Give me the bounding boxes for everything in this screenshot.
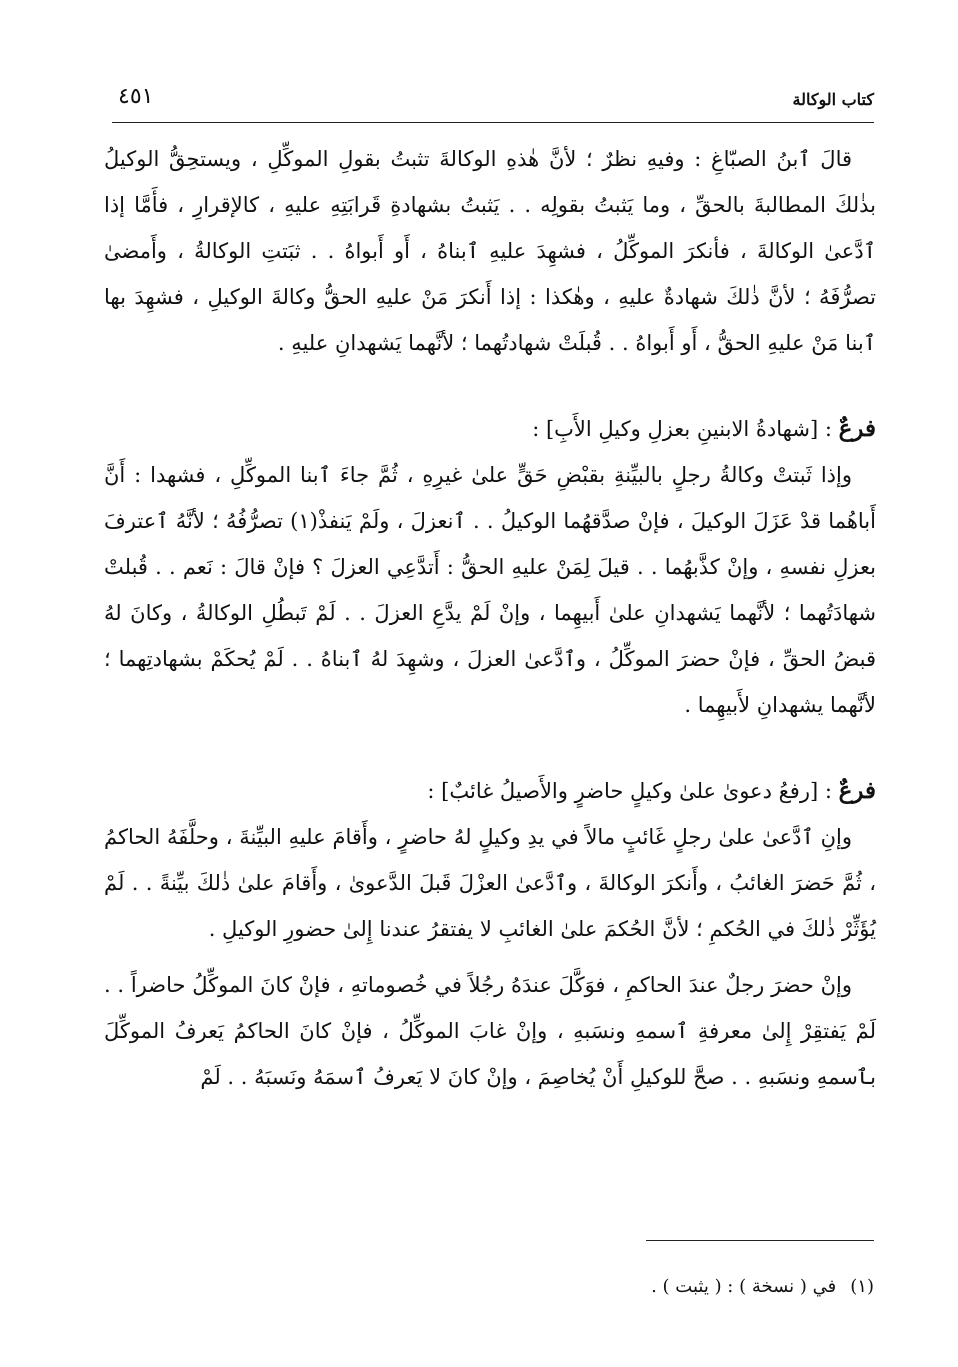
- section-title: : [رفعُ دعوىٰ علىٰ وكيلٍ حاضرٍ والأَصيلُ غائبٌ] :: [427, 779, 839, 803]
- paragraph: قالَ ٱبنُ الصبّاغِ : وفيهِ نظرٌ ؛ لأنَّ هٰذهِ الوكالةَ تثبتُ بقولِ الموكِّلِ ، ويستحِقُّ الوكيلُ بذٰلكَ المطالبةَ بالحقِّ ، وما يَثبتُ بقولِه . . يَثبتُ بشهادةِ قَرابَتِهِ عليهِ ، كالإقرارِ ، فأَمَّا إذا ٱدَّعىٰ الوكالةَ ، فأنكرَ الموكِّلُ ، فشهِدَ عليهِ ٱبناهُ ، أَو أَبواهُ . . ثبَتتِ الوكالةُ ، وأَمضىٰ تصرُّفَهُ ؛ لأنَّ ذٰلكَ شهادةٌ عليهِ ، وهٰكذا : إذا أَنكرَ مَنْ عليهِ الحقُّ وكالةَ الوكيلِ ، فشهِدَ بها ٱبنا مَنْ عليهِ الحقُّ ، أَو أَبواهُ . . قُبلَتْ شهادتُهما ؛ لأنَّهما يَشهدانِ عليهِ .: [104, 147, 876, 355]
- paragraph: وإنْ حضرَ رجلٌ عندَ الحاكمِ ، فوَكَّلَ عندَهُ رجُلاً في خُصوماتهِ ، فإنْ كانَ الموكِّلُ حاضراً . . لَمْ يَفتقِرْ إِلىٰ معرفةِ ٱسمهِ ونسَبهِ ، وإنْ غابَ الموكِّلُ ، فإنْ كانَ الحاكمُ يَعرفُ الموكِّلَ بٱسمهِ ونسَبهِ . . صحَّ للوكيلِ أَنْ يُخاصِمَ ، وإنْ كانَ لا يَعرفُ ٱسمَهُ ونَسبَهُ . . لَمْ: [104, 973, 876, 1089]
- footnote-number: (١): [850, 1276, 874, 1297]
- footnote-rule: [646, 1240, 874, 1241]
- section-witness-sons: [104, 406, 876, 728]
- section-label: فرعٌ: [838, 415, 876, 442]
- section-claim-against-agent: [104, 768, 876, 1100]
- section-heading: [104, 768, 876, 814]
- section-title: : [شهادةُ الابنينِ بعزلِ وكيلِ الأَبِ] :: [532, 417, 839, 441]
- page-body: [104, 136, 876, 1100]
- running-title: كتاب الوكالة: [792, 90, 874, 109]
- page-header: [112, 84, 874, 122]
- section-heading: [104, 406, 876, 452]
- page-number: ٤٥١: [118, 84, 154, 109]
- footnote-text: في ( نسخة ) : ( يثبت ) .: [651, 1276, 837, 1297]
- footnote: [112, 1272, 874, 1302]
- paragraph: وإذا ثَبتتْ وكالةُ رجلٍ بالبيِّنةِ بقبْضِ حَقٍّ علىٰ غيرِهِ ، ثُمَّ جاءَ ٱبنا الموكِّلِ ، فشهدا : أَنَّ أَباهُما قدْ عَزَلَ الوكيلَ ، فإنْ صدَّقهُما الوكيلُ . . ٱنعزلَ ، ولَمْ يَنفذْ(١) تصرُّفُهُ ؛ لأنَّهُ ٱعترفَ بعزلِ نفسهِ ، وإنْ كذَّبهُما . . قيلَ لِمَنْ عليهِ الحقُّ : أَتدَّعِي العزلَ ؟ فإنْ قالَ : نَعم . . قُبلتْ شهادَتُهما ؛ لأنَّهما يَشهدانِ علىٰ أَبيهِما ، وإنْ لَمْ يدَّعِ العزلَ . . لَمْ تَبطُلِ الوكالةُ ، وكانَ لهُ قبضُ الحقِّ ، فإنْ حضرَ الموكِّلُ ، وٱدَّعىٰ العزلَ ، وشهِدَ لهُ ٱبناهُ . . لَمْ يُحكَمْ بشهادتِهما ؛ لأنَّهما يشهدانِ لأَبيهِما .: [104, 463, 876, 717]
- paragraph: وإنِ ٱدَّعىٰ علىٰ رجلٍ غَائبٍ مالاً في يدِ وكيلٍ لهُ حاضرٍ ، وأَقامَ عليهِ البيِّنةَ ، وحلَّفَهُ الحاكمُ ، ثُمَّ حَضرَ الغائبُ ، وأَنكرَ الوكالةَ ، وٱدَّعىٰ العزْلَ قَبلَ الدَّعوىٰ ، وأَقامَ علىٰ ذٰلكَ بيِّنةً . . لَمْ يُؤَثِّرْ ذٰلكَ في الحُكمِ ؛ لأنَّ الحُكمَ علىٰ الغائبِ لا يفتقرُ عندنا إِلىٰ حضورِ الوكيلِ .: [104, 825, 876, 941]
- section-gap: [104, 366, 876, 406]
- section-gap: [104, 728, 876, 768]
- section-label: فرعٌ: [838, 777, 876, 804]
- header-rule: [112, 122, 874, 123]
